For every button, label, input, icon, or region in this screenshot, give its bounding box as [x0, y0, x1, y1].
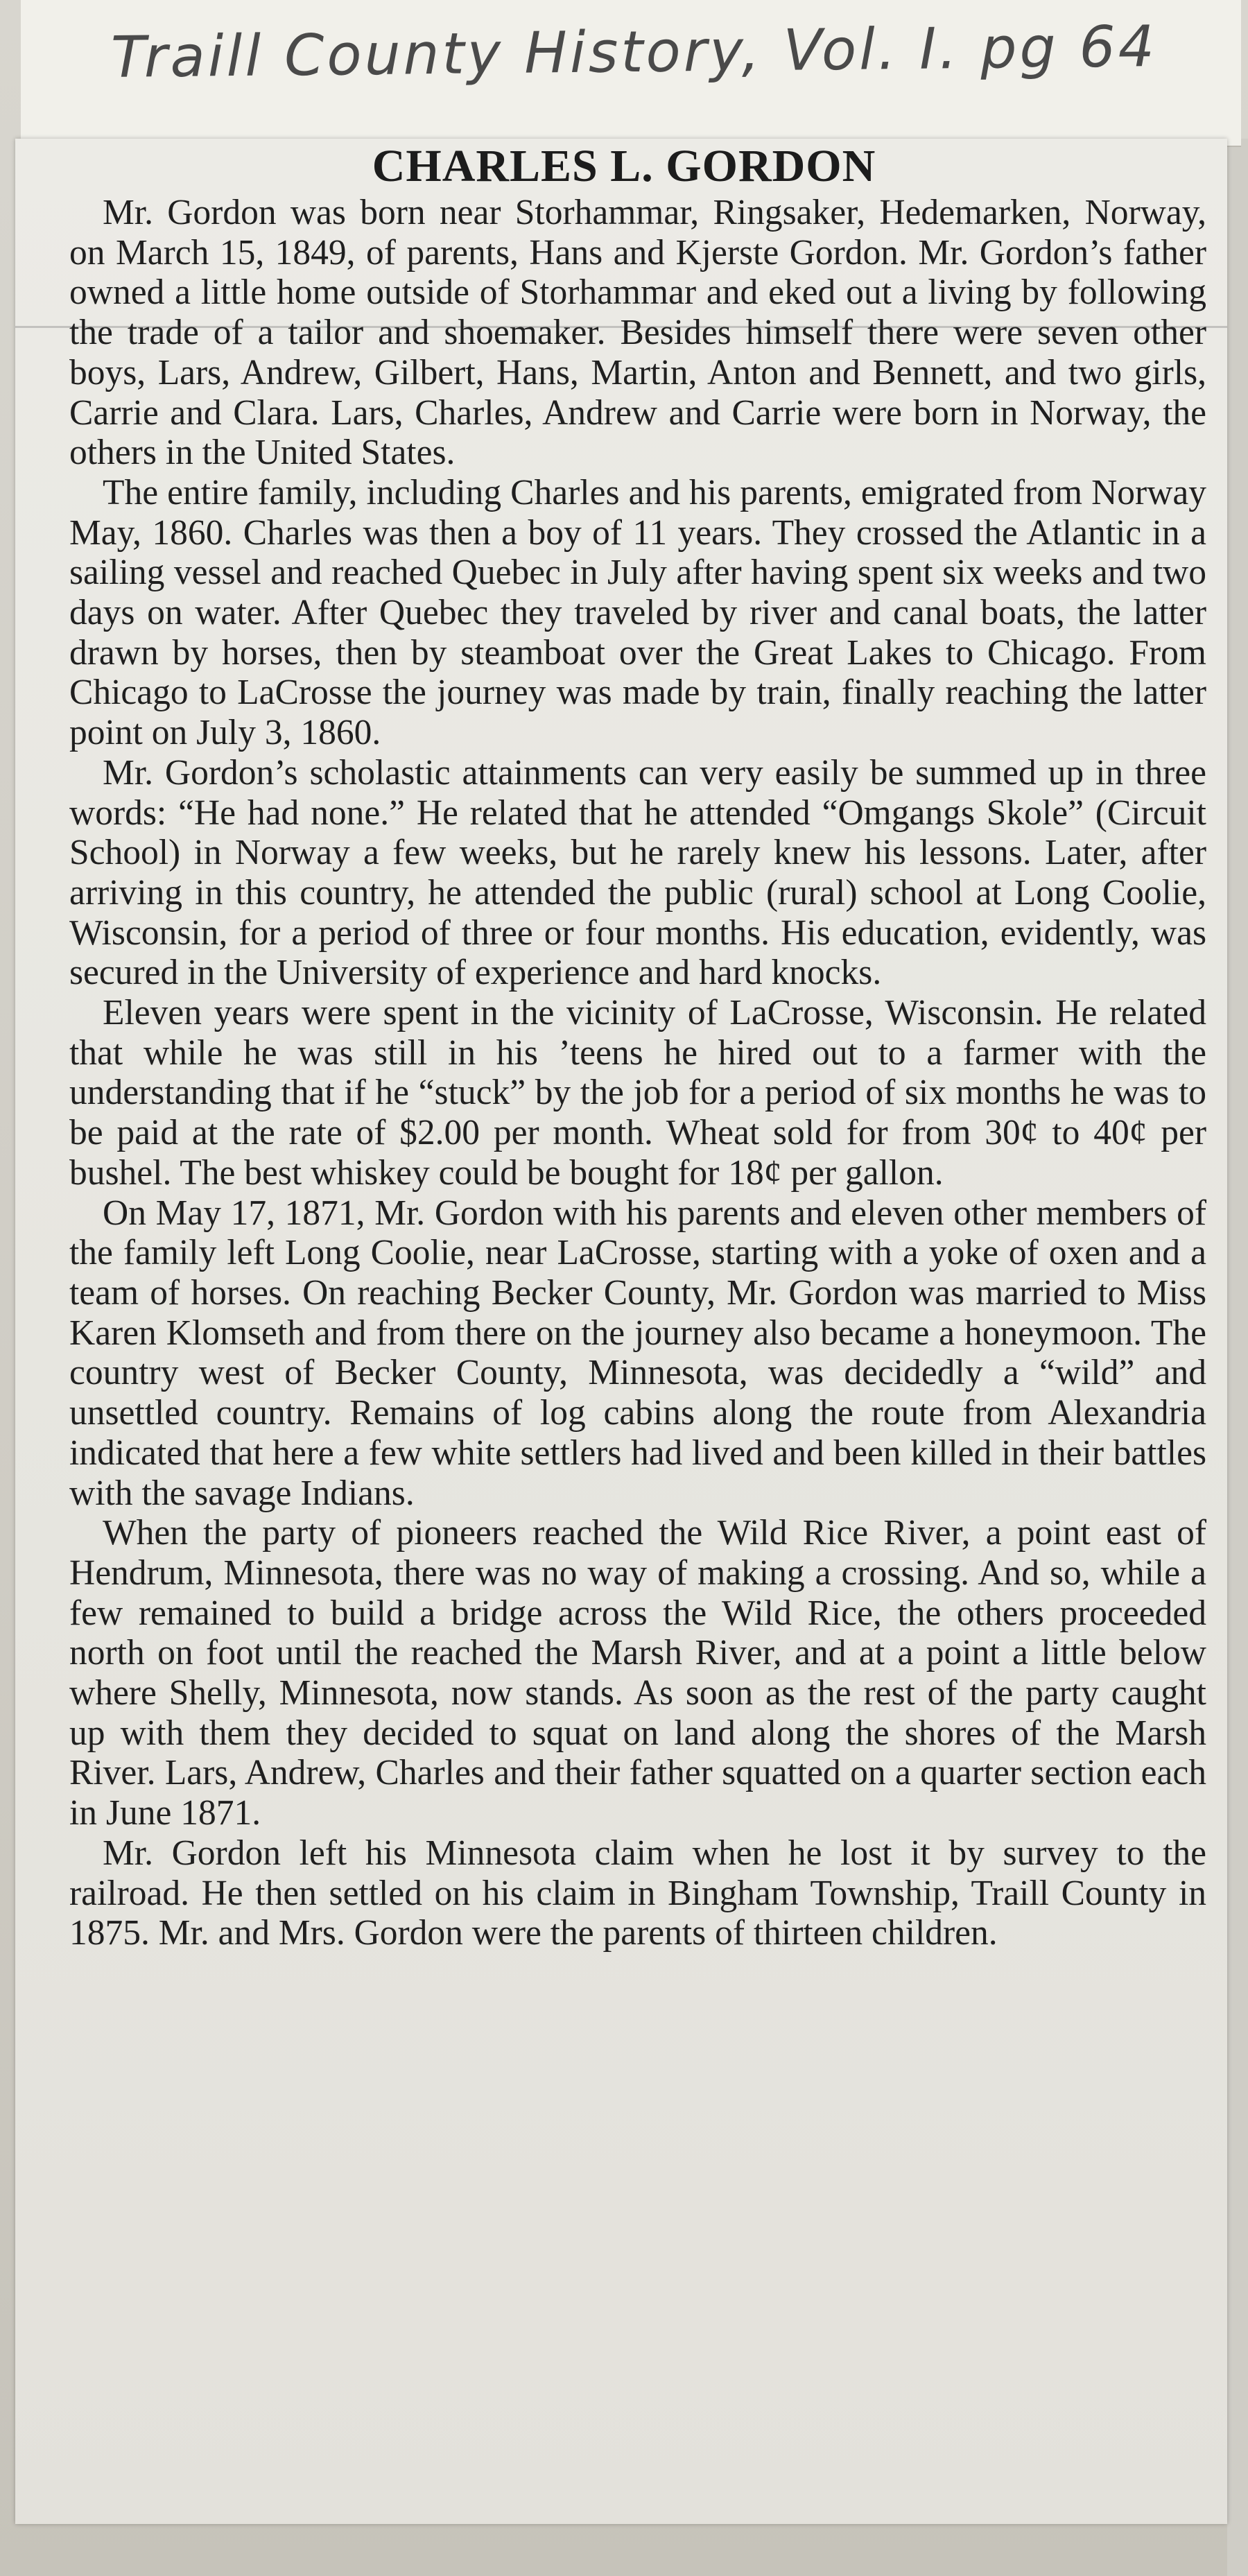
backing-edge	[1227, 139, 1248, 2576]
paragraph-3: Mr. Gordon’s scholastic attainments can very easily be summed up in three words: “He had none.” He related that he attended “Omgangs Skole” (Circuit School) in Norway a few weeks, but he rarely knew his lessons. Later, after arriving in this country, he attended the public (rural) school at Long Coolie, Wisconsin, for a period of three or four months. His education, evidently, was secured in the University of experience and hard knocks.	[69, 752, 1206, 993]
handwritten-label: Traill County History, Vol. I. pg 64	[110, 14, 1158, 91]
paragraph-2: The entire family, including Charles and his parents, emigrated from Norway May, 1860. Charles was then a boy of 11 years. They crossed the Atlantic in a sailing vessel and reached Quebec in July after having spent six weeks and two days on water. After Quebec they traveled by river and canal boats, the latter drawn by horses, then by steamboat over the Great Lakes to Chicago. From Chicago to LaCrosse the journey was made by train, finally reaching the latter point on July 3, 1860.	[69, 472, 1206, 753]
paragraph-6: When the party of pioneers reached the Wild Rice River, a point east of Hendrum, Minnesota, there was no way of making a crossing. And so, while a few remained to build a bridge across the Wild Rice, the others proceeded north on foot until the reached the Marsh River, and at a point a little below where Shelly, Minnesota, now stands. As soon as the rest of the party caught up with them they decided to squat on land along the shores of the Marsh River. Lars, Andrew, Charles and their father squatted on a quarter section each in June 1871.	[69, 1513, 1206, 1833]
handwritten-label-strip	[21, 0, 1241, 147]
article-title: CHARLES L. GORDON	[372, 141, 876, 191]
paragraph-1: Mr. Gordon was born near Storhammar, Ringsaker, Hedemarken, Norway, on March 15, 1849, of parents, Hans and Kjerste Gordon. Mr. Gordon’s father owned a little home outside of Storhammar and eked out a living by following the trade of a tailor and shoemaker. Besides himself there were seven other boys, Lars, Andrew, Gilbert, Hans, Martin, Anton and Bennett, and two girls, Carrie and Clara. Lars, Charles, Andrew and Carrie were born in Norway, the others in the United States.	[69, 193, 1206, 473]
paragraph-7: Mr. Gordon left his Minnesota claim when he lost it by survey to the railroad. He then settled on his claim in Bingham Township, Traill County in 1875. Mr. and Mrs. Gordon were the parents of thirteen children.	[69, 1833, 1206, 1953]
paragraph-5: On May 17, 1871, Mr. Gordon with his parents and eleven other members of the family left Long Coolie, near LaCrosse, starting with a yoke of oxen and a team of horses. On reaching Becker County, Mr. Gordon was married to Miss Karen Klomseth and from there on the journey also became a honeymoon. The country west of Becker County, Minnesota, was decidedly a “wild” and unsettled country. Remains of log cabins along the route from Alexandria indicated that here a few white settlers had lived and been killed in their battles with the savage Indians.	[69, 1193, 1206, 1513]
paragraph-4: Eleven years were spent in the vicinity of LaCrosse, Wisconsin. He related that while he was still in his ’teens he hired out to a farmer with the understanding that if he “stuck” by the job for a period of six months he was to be paid at the rate of $2.00 per month. Wheat sold for from 30¢ to 40¢ per bushel. The best whiskey could be bought for 18¢ per gallon.	[69, 993, 1206, 1193]
article-body	[69, 193, 1206, 1953]
